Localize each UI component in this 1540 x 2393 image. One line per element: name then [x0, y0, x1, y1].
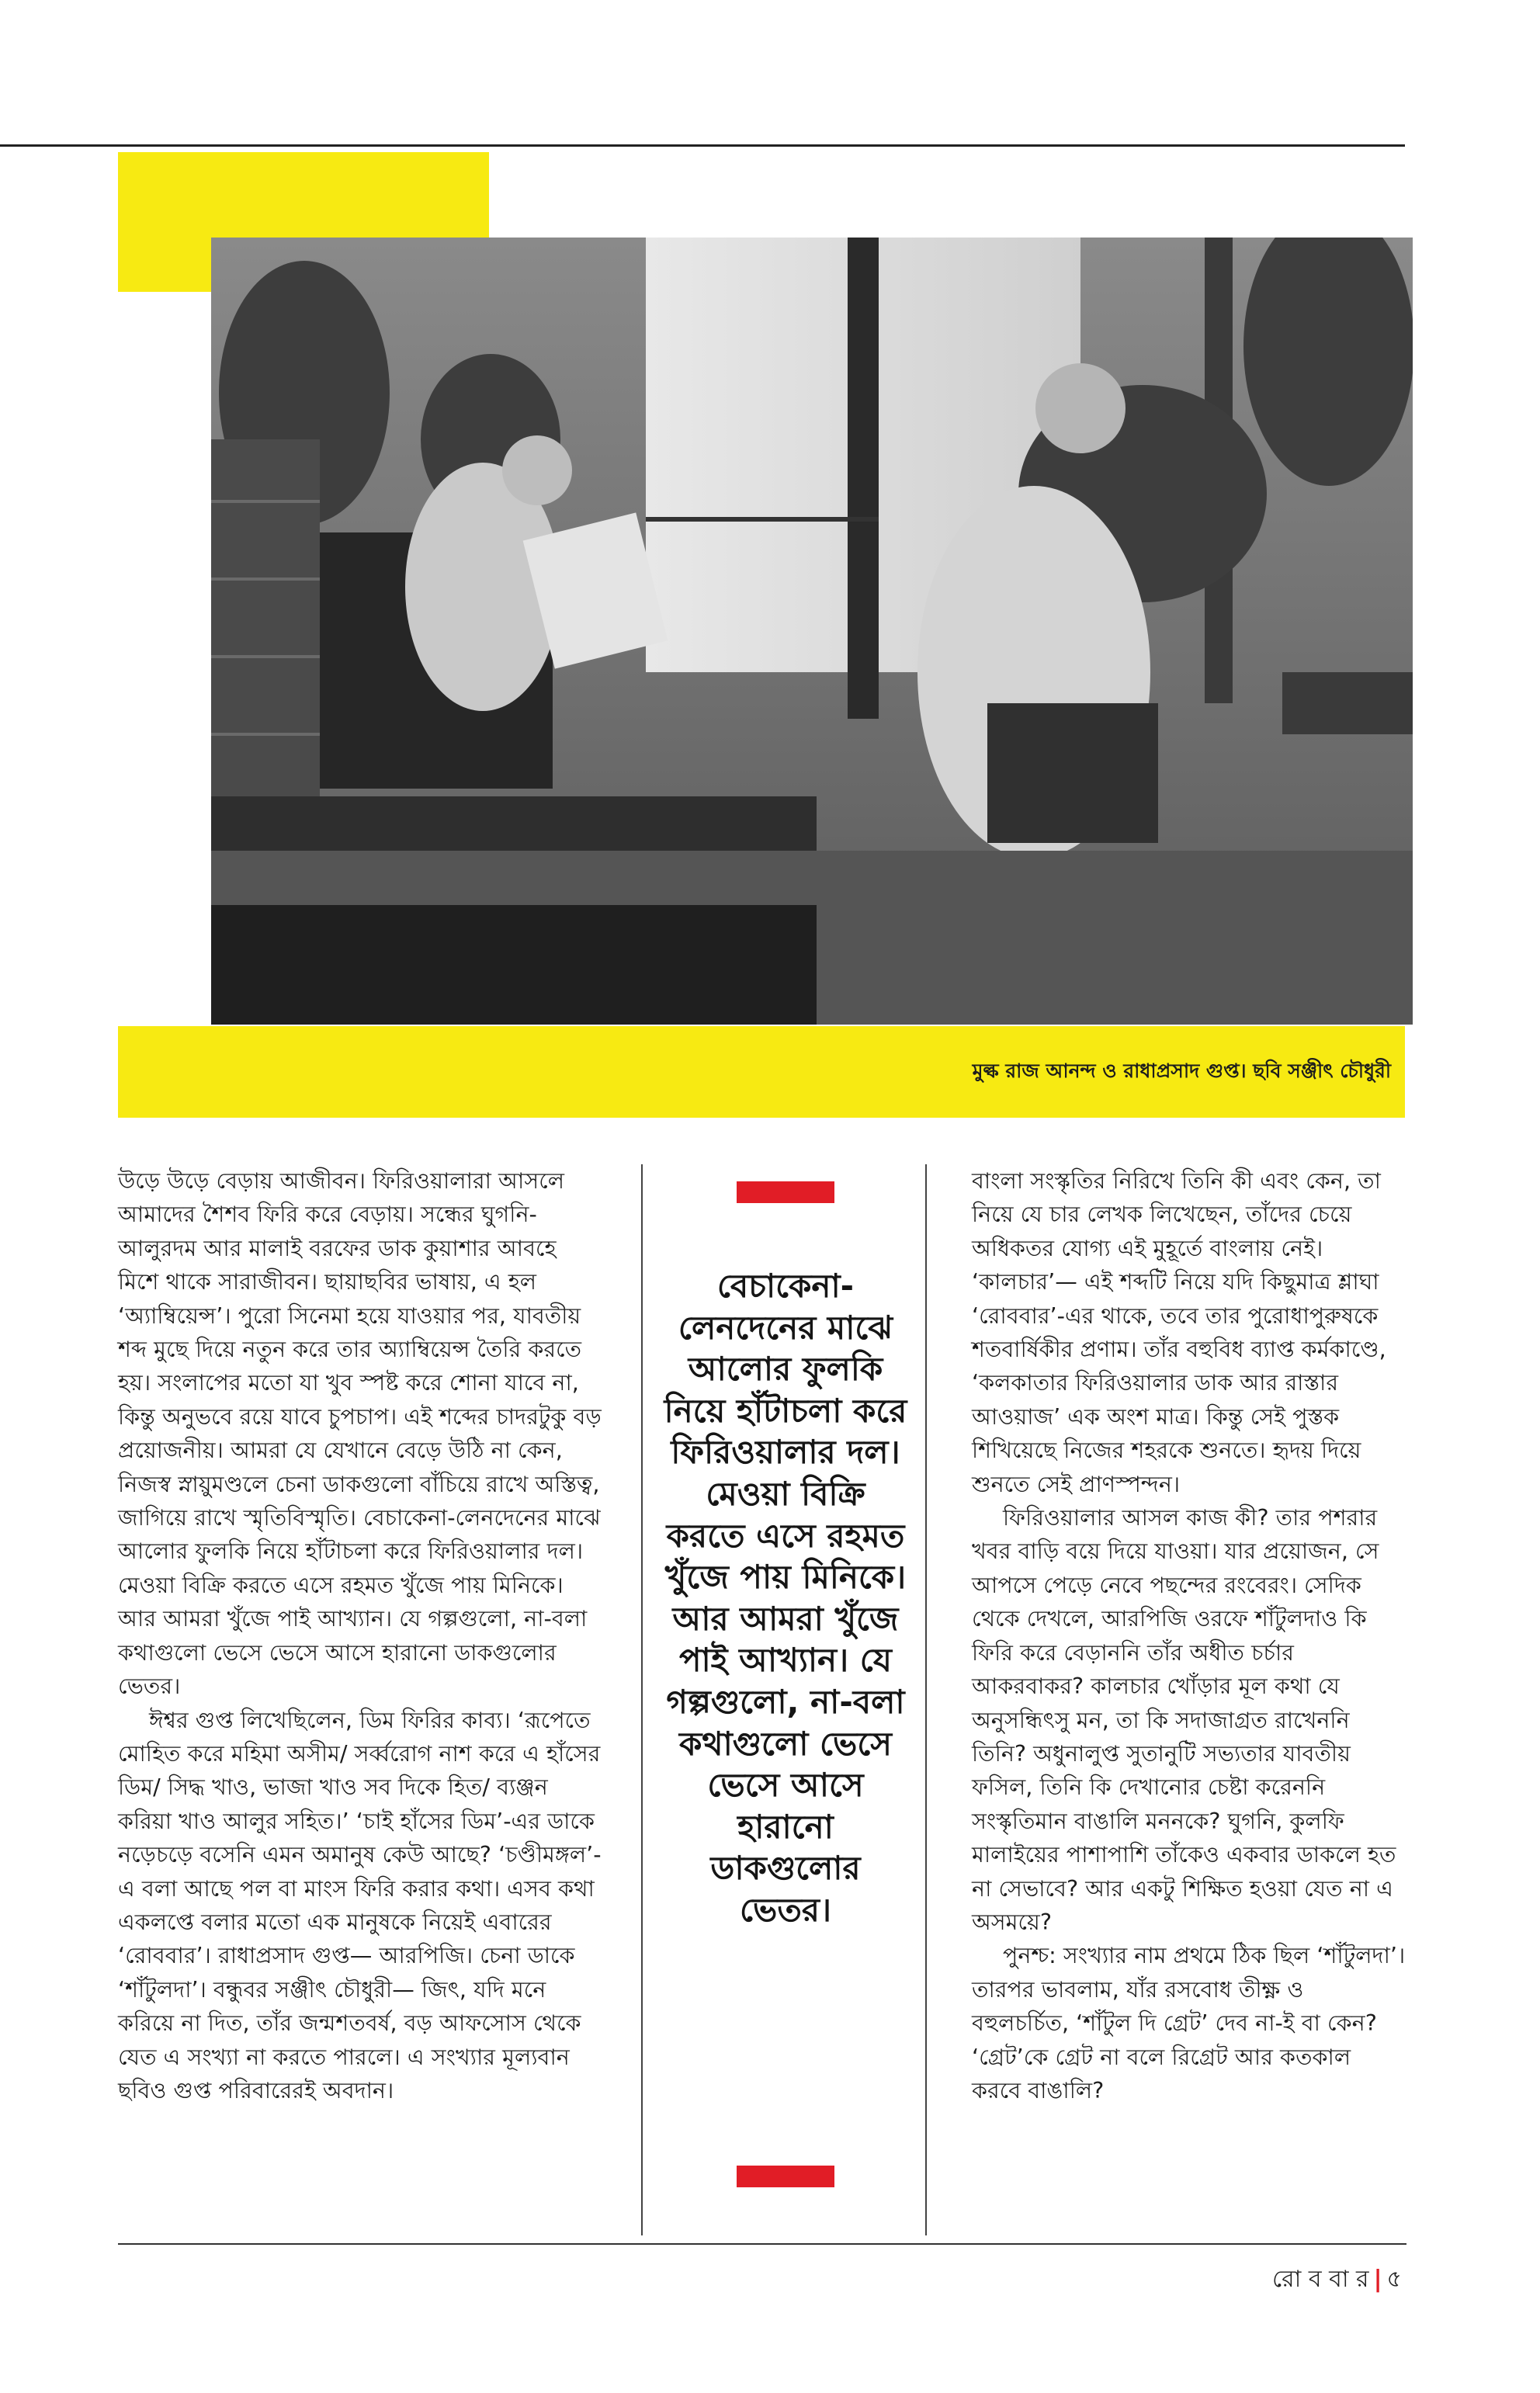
- photo-caption: মুল্ক রাজ আনন্দ ও রাধাপ্রসাদ গুপ্ত। ছবি সঞ্জীৎ চৌধুরী: [972, 1060, 1391, 1082]
- head-right: [1035, 363, 1126, 453]
- right-paragraph-3: পুনশ্চ: সংখ্যার নাম প্রথমে ঠিক ছিল ‘শাঁটুলদা’। তারপর ভাবলাম, যাঁর রসবোধ তীক্ষ্ণ ও বহুলচর্চিত, ‘শাঁটুল দি গ্রেট’ দেব না-ই বা কেন? ‘গ্রেট’কে গ্রেট না বলে রিগ্রেট আর কতকাল করবে বাঙালি?: [972, 1942, 1406, 2103]
- right-column: [972, 1164, 1406, 2107]
- right-paragraph-2: ফিরিওয়ালার আসল কাজ কী? তার পশরার খবর বাড়ি বয়ে দিয়ে যাওয়া। যার প্রয়োজন, সে আপসে পেড়ে নেবে পছন্দের রংবেরং। সেদিক থেকে দেখলে, আরপিজি ওরফে শাঁটুলদাও কি ফিরি করে বেড়াননি তাঁর অধীত চর্চার আকরবাকর? কালচার খোঁড়ার মূল কথা যে অনুসন্ধিৎসু মন, তা কি সদাজাগ্রত রাখেননি তিনি? অধুনালুপ্ত সুতানুটি সভ্যতার যাবতীয় ফসিল, তিনি কি দেখানোর চেষ্টা করেননি সংস্কৃতিমান বাঙালি মননকে? ঘুগনি, কুলফি মালাইয়ের পাশাপাশি তাঁকেও একবার ডাকলে হত না সেভাবে? আর একটু শিক্ষিত হওয়া যেত না এ অসময়ে?: [972, 1504, 1396, 1935]
- chair-right: [987, 703, 1158, 843]
- magazine-name: রো ব বা র: [1271, 2266, 1369, 2293]
- shadow-foreground: [211, 905, 817, 1025]
- side-table: [1282, 672, 1413, 734]
- page-footer: [1272, 2260, 1402, 2300]
- left-column: [118, 1164, 604, 2107]
- footer-separator: |: [1373, 2266, 1382, 2293]
- column-divider: [641, 1164, 643, 2235]
- feature-photo: [211, 238, 1413, 1025]
- pull-quote-red-bar-bottom: [737, 2166, 834, 2187]
- balcony-rail: [646, 517, 879, 522]
- pull-quote-red-bar-top: [737, 1181, 834, 1203]
- caption-band: [118, 1026, 1405, 1118]
- head-left: [502, 435, 572, 505]
- left-paragraph-1: উড়ে উড়ে বেড়ায় আজীবন। ফিরিওয়ালারা আসলে আমাদের শৈশব ফিরি করে বেড়ায়। সন্ধের ঘুগনি-আলুরদম আর মালাই বরফের ডাক কুয়াশার আবহে মিশে থাকে সারাজীবন। ছায়াছবির ভাষায়, এ হল ‘অ্যাম্বিয়েন্স’। পুরো সিনেমা হয়ে যাওয়ার পর, যাবতীয় শব্দ মুছে দিয়ে নতুন করে তার অ্যাম্বিয়েন্স তৈরি করতে হয়। সংলাপের মতো যা খুব স্পষ্ট করে শোনা যাবে না, কিন্তু অনুভবে রয়ে যাবে চুপচাপ। এই শব্দের চাদরটুকু বড় প্রয়োজনীয়। আমরা যে যেখানে বেড়ে উঠি না কেন, নিজস্ব স্নায়ুমণ্ডলে চেনা ডাকগুলো বাঁচিয়ে রাখে অস্তিত্ব, জাগিয়ে রাখে স্মৃতিবিস্মৃতি। বেচাকেনা-লেনদেনের মাঝে আলোর ফুলকি নিয়ে হাঁটাচলা করে ফিরিওয়ালার দল। মেওয়া বিক্রি করতে এসে রহমত খুঁজে পায় মিনিকে। আর আমরা খুঁজে পাই আখ্যান। যে গল্পগুলো, না-বলা কথাগুলো ভেসে ভেসে আসে হারানো ডাকগুলোর ভেতর।: [118, 1167, 602, 1700]
- bookshelf: [211, 439, 320, 804]
- pull-quote: বেচাকেনা-লেনদেনের মাঝে আলোর ফুলকি নিয়ে হাঁটাচলা করে ফিরিওয়ালার দল। মেওয়া বিক্রি করতে এসে রহমত খুঁজে পায় মিনিকে। আর আমরা খুঁজে পাই আখ্যান। যে গল্পগুলো, না-বলা কথাগুলো ভেসে ভেসে আসে হারানো ডাকগুলোর ভেতর।: [664, 1267, 907, 1929]
- left-paragraph-2: ঈশ্বর গুপ্ত লিখেছিলেন, ডিম ফিরির কাব্য। ‘রূপেতে মোহিত করে মহিমা অসীম/ সর্ব্বরোগ নাশ করে এ হাঁসের ডিম/ সিদ্ধ খাও, ভাজা খাও সব দিকে হিত/ ব্যঞ্জন করিয়া খাও আলুর সহিত।’ ‘চাই হাঁসের ডিম’-এর ডাকে নড়েচড়ে বসেনি এমন অমানুষ কেউ আছে? ‘চণ্ডীমঙ্গল’-এ বলা আছে পল বা মাংস ফিরি করার কথা। এসব কথা একলপ্তে বলার মতো এক মানুষকে নিয়েই এবারের ‘রোববার’। রাধাপ্রসাদ গুপ্ত— আরপিজি। চেনা ডাকে ‘শাঁটুলদা’। বন্ধুবর সঞ্জীৎ চৌধুরী— জিৎ, যদি মনে করিয়ে না দিত, তাঁর জন্মশতবর্ষ, বড় আফসোস থেকে যেত এ সংখ্যা না করতে পারলে। এ সংখ্যার মূল্যবান ছবিও গুপ্ত পরিবারেরই অবদান।: [118, 1706, 602, 2103]
- right-paragraph-1: বাংলা সংস্কৃতির নিরিখে তিনি কী এবং কেন, তা নিয়ে যে চার লেখক লিখেছেন, তাঁদের চেয়ে অধিকতর যোগ্য এই মুহূর্তে বাংলায় নেই। ‘কালচার’— এই শব্দটি নিয়ে যদি কিছুমাত্র শ্লাঘা ‘রোববার’-এর থাকে, তবে তার পুরোধাপুরুষকে শতবার্ষিকীর প্রণাম। তাঁর বহুবিধ ব্যাপ্ত কর্মকাণ্ডে, ‘কলকাতার ফিরিওয়ালার ডাক আর রাস্তার আওয়াজ’ এক অংশ মাত্র। কিন্তু সেই পুস্তক শিখিয়েছে নিজের শহরকে শুনতে। হৃদয় দিয়ে শুনতে সেই প্রাণস্পন্দন।: [972, 1167, 1386, 1497]
- coffee-table: [211, 796, 817, 851]
- page-number: ৫: [1386, 2266, 1402, 2293]
- top-rule: [0, 144, 1405, 147]
- pillar: [848, 238, 879, 719]
- column-divider: [925, 1164, 927, 2235]
- bottom-rule: [118, 2243, 1406, 2245]
